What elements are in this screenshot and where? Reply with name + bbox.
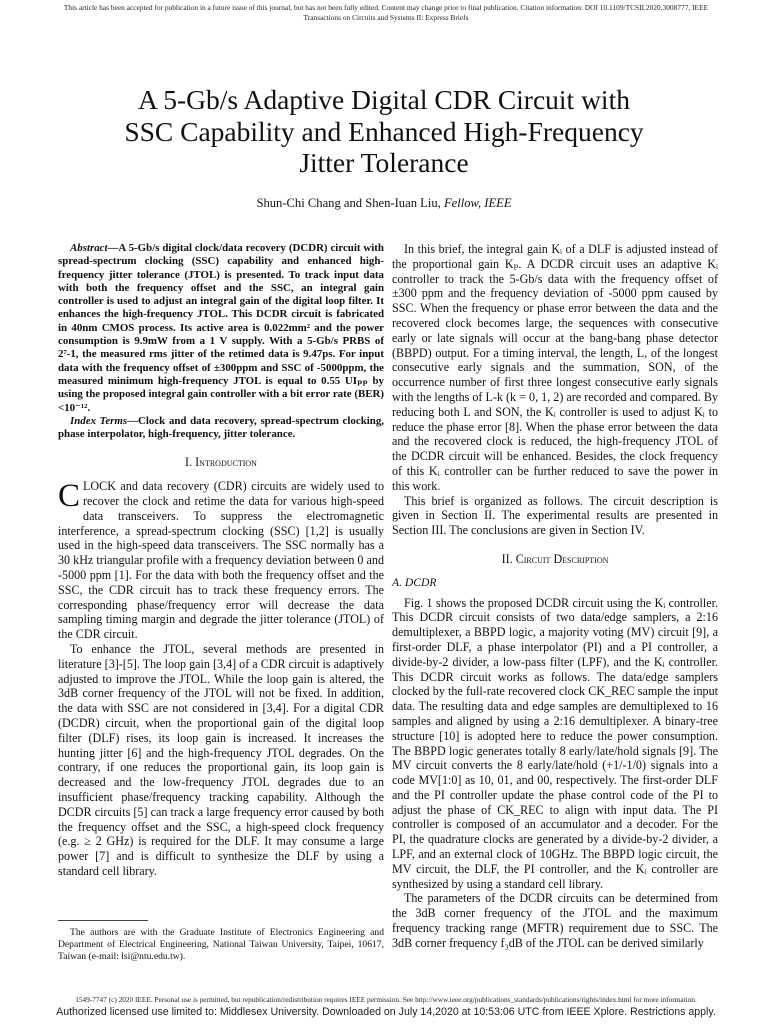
section-heading-introduction xyxy=(58,455,384,470)
subsection-title: DCDR xyxy=(404,575,437,589)
intro-paragraph-1-text: LOCK and data recovery (CDR) circuits are widely used to recover the clock and retime the data for various high-speed data transceivers. To suppress the electromagnetic interference, a spread-spectrum clocking (SSC) [1,2] is usually used in the high-speed data transceivers. The SSC normally has a 30 kHz triangular profile with a frequency deviation between 0 and -5000 ppm [1]. For the data with both the frequency offset and the SSC, the CDR circuit has to track these frequency errors. The corresponding phase/frequency error will decrease the data sampling timing margin and degrade the jitter tolerance (JTOL) of the CDR circuit. xyxy=(58,479,384,642)
right-column xyxy=(392,242,718,951)
abstract-text: —A 5-Gb/s digital clock/data recovery (DCDR) circuit with spread-spectrum clocking (SSC) capability and enhanced high-frequency jitter tolerance (JTOL) is presented. To track input data with both the frequency offset and the SSC, an integral gain controller is used to adjust an integral gain of the digital loop filter. It enhances the high-frequency JTOL. This DCDR circuit is fabricated in 40nm CMOS process. Its active area is 0.022mm² and the power consumption is 9.9mW from a 1 V supply. With a 5-Gb/s PRBS of 2⁷-1, the measured rms jitter of the retimed data is 9.47ps. For input data with the frequency offset of ±300ppm and SSC of -5000ppm, the measured minimum high-frequency JTOL is equal to 0.55 UIₚₚ by using the proposed integral gain controller with a bit error rate (BER) <10⁻¹². xyxy=(58,242,384,414)
copyright-notice: 1549-7747 (c) 2020 IEEE. Personal use is permitted, but republication/redistribution requires IEEE permission. See http://www.ieee.org/publications_standards/publications/rights/index.html for more information. xyxy=(75,995,697,1004)
intro-paragraph-2: To enhance the JTOL, several methods are presented in literature [3]-[5]. The loop gain [3,4] of a CDR circuit is adaptively adjusted to improve the JTOL. While the loop gain is altered, the 3dB corner frequency of the JTOL will not be fixed. In addition, the data with SSC are not considered in [3,4]. For a digital CDR (DCDR) circuit, when the proportional gain of the digital loop filter (DLF) rises, its loop gain is increased. It increases the hunting jitter [6] and the high-frequency JTOL degrades. On the contrary, if one reduces the proportional gain, its loop gain is decreased and the low-frequency JTOL degrades due to an insufficient phase/frequency tracking capability. Although the DCDR circuits [5] can track a large frequency error caused by both the frequency offset and the SSC, a high-speed clock frequency (e.g. ≥ 2 GHz) is required for the DLF. It may consume a large power [7] and is difficult to synthesize the DLF by using a standard cell library. xyxy=(58,642,384,878)
left-column xyxy=(58,242,384,879)
drop-cap: C xyxy=(58,478,81,515)
title-line-1: A 5-Gb/s Adaptive Digital CDR Circuit with xyxy=(138,84,630,115)
journal-notice-line2: Transactions on Circuits and Systems II: Express Briefs xyxy=(303,12,469,22)
section-heading-circuit-description xyxy=(392,552,718,567)
section-title: Introduction xyxy=(195,455,257,470)
author-line xyxy=(60,196,708,211)
paper-title xyxy=(60,84,708,179)
intro-paragraph-1 xyxy=(58,479,384,642)
index-terms-label: Index Terms xyxy=(70,414,128,427)
title-line-2: SSC Capability and Enhanced High-Frequency xyxy=(124,115,644,147)
section2-paragraph-1: Fig. 1 shows the proposed DCDR circuit using the Kᵢ controller. This DCDR circuit consists of two data/edge samplers, a 2:16 demultiplexer, a BBPD logic, a majority voting (MV) circuit [9], a first-order DLF, a phase interpolator (PI) and a PI controller, a divide-by-2 divider, a low-pass filter (LPF), and the Kᵢ controller. This DCDR circuit works as follows. The data/edge samplers clocked by the full-rate recovered clock CK_REC sample the input data. The resulting data and edge samples are demultiplexed to 16 samples and aligned by using a 2:16 demultiplexer. A binary-tree structure [10] is adopted here to reduce the power consumption. The BBPD logic generates totally 8 early/late/hold signals [9]. The MV circuit converts the 8 early/late/hold (+1/-1/0) signals into a code MV[1:0] as 10, 01, and 00, respectively. The first-order DLF and the PI controller update the phase control code of the PI to adjust the phase of CK_REC to align with input data. The PI controller is composed of an accumulator and a decoder. For the PI, the quadrature clocks are generated by a divide-by-2 divider, a LPF, and an external clock of 10GHz. The BBPD logic circuit, the MV circuit, the DLF, the PI controller, and the Kᵢ controller are synthesized by using a standard cell library. xyxy=(392,595,718,891)
author-title: Fellow, IEEE xyxy=(443,196,512,210)
title-line-3: Jitter Tolerance xyxy=(299,147,469,178)
license-notice: Authorized licensed use limited to: Middlesex University. Downloaded on July 14,2020 at 10:53:06 UTC from IEEE Xplore. Restrictions apply. xyxy=(56,1006,716,1018)
index-terms xyxy=(58,415,384,442)
author-affiliation-footnote xyxy=(58,920,384,962)
section-number: II. xyxy=(501,551,513,566)
section-title: Circuit Description xyxy=(515,551,609,566)
section-number: I. xyxy=(185,455,193,470)
subsection-heading-dcdr xyxy=(392,576,718,591)
index-terms-text: —Clock and data recovery, spread-spectrum clocking, phase interpolator, high-frequency, jitter tolerance. xyxy=(58,414,384,441)
footnote-divider xyxy=(58,920,148,921)
section2-paragraph-2: The parameters of the DCDR circuits can be determined from the 3dB corner frequency of the JTOL and the maximum frequency tracking range (MFTR) requirement due to SSC. The 3dB corner frequency f₃dB of the JTOL can be derived similarly xyxy=(392,891,718,950)
subsection-number: A. xyxy=(392,575,402,589)
journal-notice-line1: This article has been accepted for publication in a future issue of this journal, but has not been fully edited. Content may change prior to final publication. Citation information: DOI 10.1109/TCSII.2020.3008777, IEEE xyxy=(63,3,709,12)
intro-paragraph-4: This brief is organized as follows. The circuit description is given in Section II. The experimental results are presented in Section III. The conclusions are given in Section IV. xyxy=(392,493,718,538)
intro-paragraph-3: In this brief, the integral gain Kᵢ of a DLF is adjusted instead of the proportional gain Kₚ. A DCDR circuit uses an adaptive Kᵢ controller to track the 5-Gb/s data with the frequency offset of ±300 ppm and the frequency deviation of -5000 ppm caused by SSC. When the frequency or phase error between the data and the recovered clock becomes large, the sequences with consecutive early or late signals will occur at the bang-bang phase detector (BBPD) output. For a timing interval, the length, L, of the longest consecutive early signals and the summation, SON, of the occurrence number of first three longest consecutive early signals with the lengths of L-k (k = 0, 1, 2) are recorded and compared. By reducing both L and SON, the Kᵢ controller is used to adjust Kᵢ to reduce the phase error [8]. When the phase error between the data and the recovered clock is reduced, the high-frequency JTOL of the DCDR circuit will be enhanced. Besides, the clock frequency of this Kᵢ controller can be further reduced to save the power in this work. xyxy=(392,242,718,493)
abstract-label: Abstract xyxy=(70,242,108,254)
footnote-text: The authors are with the Graduate Institute of Electronics Engineering and Department of Electrical Engineering, National Taiwan University, Taipei, 10617, Taiwan (e-mail: lsi@ntu.edu.tw). xyxy=(58,927,384,962)
author-names: Shun-Chi Chang and Shen-Iuan Liu, xyxy=(256,196,441,210)
journal-notice xyxy=(26,3,746,22)
abstract xyxy=(58,242,384,415)
